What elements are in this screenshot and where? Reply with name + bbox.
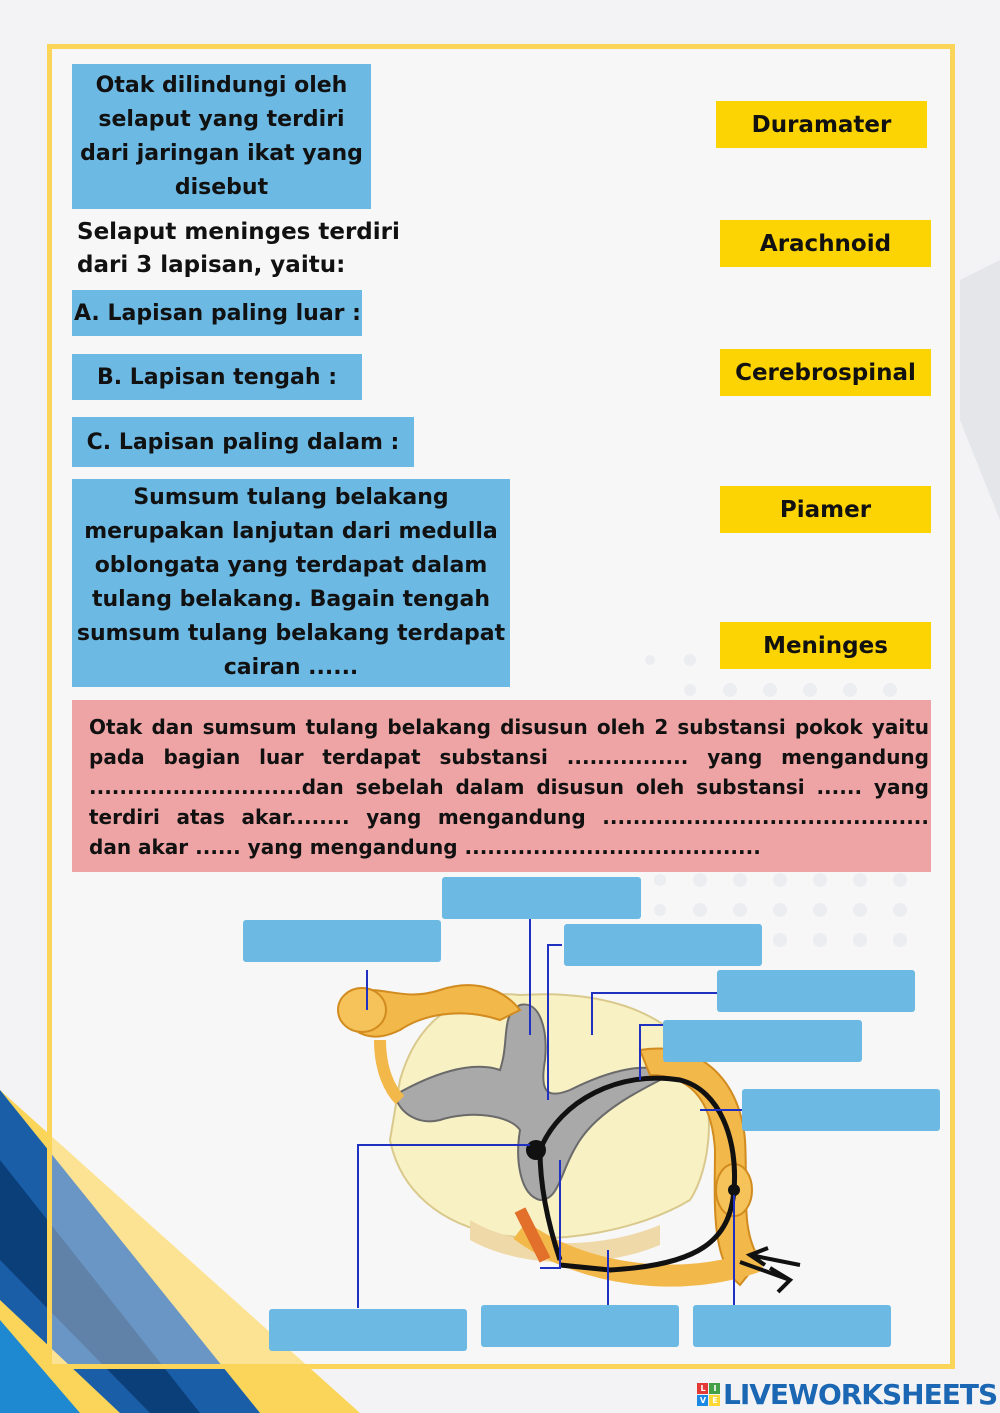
question-meninges-box [72, 64, 371, 209]
option-piamer[interactable] [720, 486, 931, 533]
question-spinal-cord-text: Sumsum tulang belakang merupakan lanjutan dari medulla oblongata yang terdapat dalam tulang belakang. Bagain tengah sumsum tulang belakang terdapat cairan ...... [76, 485, 506, 680]
answer-box[interactable] [663, 1020, 862, 1062]
answer-box[interactable] [693, 1305, 891, 1347]
logo-letter: I [709, 1383, 720, 1394]
option-arachnoid[interactable] [720, 220, 931, 267]
answer-box[interactable] [269, 1309, 467, 1351]
answer-box[interactable] [243, 920, 441, 962]
layer-a-label: A. Lapisan paling luar : [74, 300, 361, 326]
question-meninges-text: Otak dilindungi oleh selaput yang terdiri dari jaringan ikat yang disebut [80, 72, 363, 200]
option-piamer-label: Piamer [779, 496, 872, 523]
option-cerebrospinal-label: Cerebrospinal [735, 359, 916, 386]
layer-b-label: B. Lapisan tengah : [96, 364, 337, 390]
meninges-layers-intro [77, 216, 407, 282]
option-meninges[interactable] [720, 622, 931, 669]
layer-c-box [72, 417, 414, 467]
option-arachnoid-label: Arachnoid [759, 230, 892, 257]
answer-box[interactable] [742, 1089, 940, 1131]
answer-box[interactable] [564, 924, 762, 966]
layer-c-label: C. Lapisan paling dalam : [86, 429, 400, 455]
brand-text: LIVEWORKSHEETS [723, 1377, 998, 1411]
option-duramater[interactable] [716, 101, 927, 148]
logo-letter: E [709, 1395, 720, 1406]
answer-box[interactable] [481, 1305, 679, 1347]
logo-letter: V [697, 1395, 708, 1406]
substance-paragraph-text: Otak dan sumsum tulang belakang disusun oleh 2 substansi pokok yaitu pada bagian luar terdapat substansi ................ yang mengandung ............................dan sebelah dalam disusun oleh substansi ...... yang terdiri atas akar........ yang mengandung ........................................... dan akar ...... yang mengandung ....................................... [89, 715, 929, 859]
option-duramater-label: Duramater [751, 111, 892, 138]
logo-letter: L [697, 1383, 708, 1394]
meninges-layers-intro-text: Selaput meninges terdiri dari 3 lapisan, yaitu: [77, 219, 400, 278]
liveworksheets-logo [697, 1377, 997, 1411]
layer-a-box [72, 290, 362, 336]
option-meninges-label: Meninges [763, 632, 888, 659]
answer-box[interactable] [717, 970, 915, 1012]
answer-box[interactable] [442, 877, 641, 919]
layer-b-box [72, 354, 362, 400]
logo-icon [697, 1383, 720, 1406]
question-spinal-cord-box [72, 479, 510, 687]
option-cerebrospinal[interactable] [720, 349, 931, 396]
substance-paragraph [72, 700, 931, 872]
